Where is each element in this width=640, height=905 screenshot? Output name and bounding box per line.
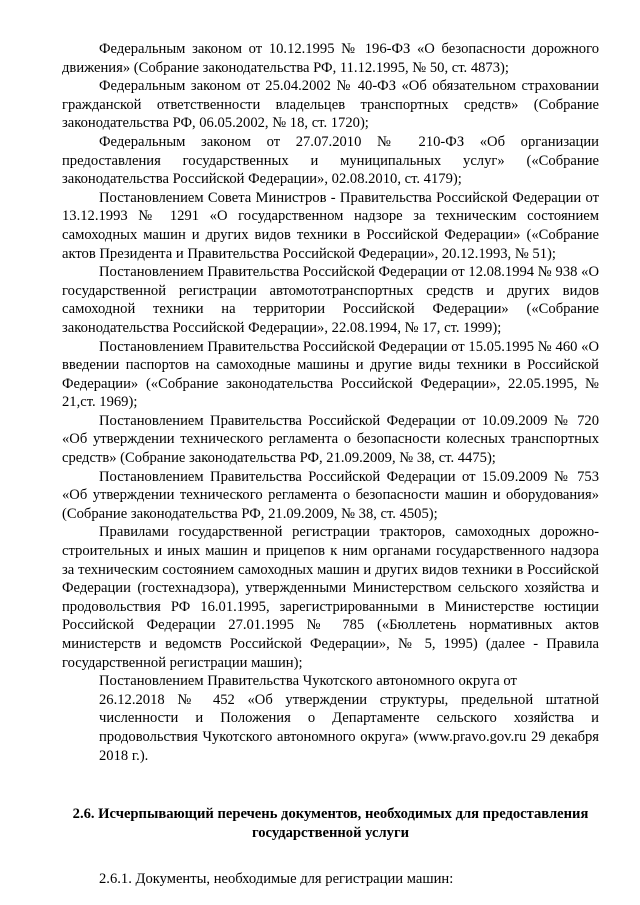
paragraph-resolution-1291: Постановлением Совета Министров - Правительства Российской Федерации от 13.12.1993 № 1291 «О государственном надзоре за техническим состоянием самоходных машин и других видов техники в Российской Федерации» («Собрание актов Президента и Правительства Российской Федерации», 20.12.1993, № 51); [62,189,599,262]
paragraph-resolution-720: Постановлением Правительства Российской Федерации от 10.09.2009 № 720 «Об утверждении технического регламента о безопасности колесных транспортных средств» (Собрание законодательства РФ, 21.09.2009, № 38, ст. 4475); [62,412,599,467]
section-heading-2-6: 2.6. Исчерпывающий перечень документов, необходимых для предоставления государственной услуги [72,806,589,841]
paragraph-federal-law-196: Федеральным законом от 10.12.1995 № 196-ФЗ «О безопасности дорожного движения» (Собрание законодательства РФ, 11.12.1995, № 50, ст. 4873); [62,41,599,76]
paragraph-federal-law-210: Федеральным законом от 27.07.2010 № 210-ФЗ «Об организации предоставления государственных и муниципальных услуг» («Собрание законодательства Российской Федерации», 02.08.2010, ст. 4179); [62,133,599,188]
paragraph-resolution-938: Постановлением Правительства Российской Федерации от 12.08.1994 № 938 «О государственной регистрации автомототранспортных средств и других видов самоходной техники на территории Российской Федерации» («Собрание законодательства Российской Федерации», 22.08.1994, № 17, ст. 1999); [62,264,599,336]
subsection-2-6-1: 2.6.1. Документы, необходимые для регистрации машин: [99,871,454,888]
paragraph-chukotka-resolution-body: 26.12.2018 № 452 «Об утверждении структуры, предельной штатной численности и Положения о Департаменте сельского хозяйства и продовольствия Чукотского автономного округа» (www.pravo.gov.ru 29 декабря 2018 г.). [99,691,599,764]
paragraph-resolution-753: Постановлением Правительства Российской Федерации от 15.09.2009 № 753 «Об утверждении технического регламента о безопасности машин и оборудования» (Собрание законодательства РФ, 21.09.2009, № 38, ст. 4505); [62,468,599,522]
document-page [62,40,599,889]
paragraph-registration-rules: Правилами государственной регистрации тракторов, самоходных дорожно-строительных и иных машин и прицепов к ним органами государственного надзора за техническим состоянием самоходных машин и других видов техники в Российской Федерации (гостехнадзора), утвержденными Министерством сельского хозяйства и продовольствия РФ 16.01.1995, зарегистрированными в Министерстве юстиции Российской Федерации 27.01.1995 № 785 («Бюллетень нормативных актов министерств и ведомств Российской Федерации», № 5, 1995) (далее - Правила государственной регистрации машин); [62,524,599,671]
paragraph-federal-law-40: Федеральным законом от 25.04.2002 № 40-ФЗ «Об обязательном страховании гражданской ответственности владельцев транспортных средств» (Собрание законодательства РФ, 06.05.2002, № 18, ст. 1720); [62,78,599,132]
paragraph-resolution-460: Постановлением Правительства Российской Федерации от 15.05.1995 № 460 «О введении паспортов на самоходные машины и другие виды техники в Российской Федерации» («Собрание законодательства Российской Федерации», 22.05.1995, № 21,ст. 1969); [62,338,599,411]
paragraph-chukotka-resolution-lead: Постановлением Правительства Чукотского автономного округа от [99,673,517,690]
